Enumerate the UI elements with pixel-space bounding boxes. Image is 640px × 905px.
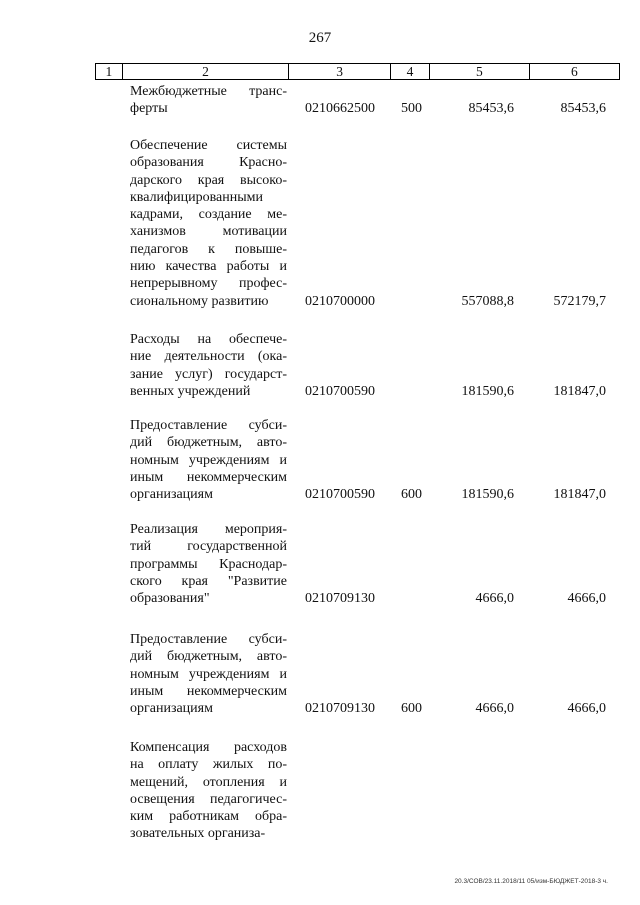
description-line: ние деятельности (ока- xyxy=(130,349,287,365)
row-value-2019: 4666,0 xyxy=(475,591,514,607)
row-value-2019: 4666,0 xyxy=(475,701,514,717)
row-description xyxy=(130,521,287,607)
col-header-3: 3 xyxy=(289,64,391,80)
description-line: квалифицированными xyxy=(130,189,263,205)
row-value-2019: 557088,8 xyxy=(461,293,514,309)
page-number: 267 xyxy=(308,30,332,46)
row-code: 0210700590 xyxy=(305,383,375,399)
col-header-1: 1 xyxy=(96,64,123,80)
description-line: дий бюджетным, авто- xyxy=(130,435,287,451)
row-code: 0210709130 xyxy=(305,591,375,607)
description-line: организациям xyxy=(130,487,213,503)
row-value-2020: 85453,6 xyxy=(560,101,606,117)
description-line: сиональному развитию xyxy=(130,293,269,309)
description-line: дарского края высоко- xyxy=(130,172,287,188)
col-header-6: 6 xyxy=(529,64,619,80)
description-line: дий бюджетным, авто- xyxy=(130,649,287,665)
description-line: ского края "Развитие xyxy=(130,573,287,589)
col-header-4: 4 xyxy=(391,64,430,80)
description-line: Межбюджетные транс- xyxy=(130,84,287,99)
description-line: номным учреждениям и xyxy=(130,452,287,468)
description-line: организациям xyxy=(130,701,213,717)
description-line: непрерывному профес- xyxy=(130,276,287,292)
description-line: ферты xyxy=(130,101,168,117)
row-description xyxy=(130,83,287,118)
description-line: Предоставление субси- xyxy=(130,632,287,647)
description-line: зовательных организа- xyxy=(130,826,266,842)
description-line: Обеспечение системы xyxy=(130,138,287,153)
row-value-2020: 181847,0 xyxy=(553,487,606,503)
row-value-2020: 4666,0 xyxy=(567,591,606,607)
description-line: зание услуг) государст- xyxy=(130,366,287,382)
description-line: Предоставление субси- xyxy=(130,418,287,433)
row-value-2020: 572179,7 xyxy=(553,293,606,309)
row-value-2019: 181590,6 xyxy=(461,383,514,399)
description-line: иным некоммерческим xyxy=(130,683,287,699)
row-description xyxy=(130,631,287,717)
row-value-2019: 181590,6 xyxy=(461,487,514,503)
row-code: 0210709130 xyxy=(305,701,375,717)
row-value-2019: 85453,6 xyxy=(468,101,514,117)
row-expense-type: 600 xyxy=(401,701,422,717)
description-line: кадрами, создание ме- xyxy=(130,207,287,223)
row-code: 0210662500 xyxy=(305,101,375,117)
description-line: на оплату жилых по- xyxy=(130,757,287,773)
column-header-row xyxy=(95,63,620,80)
description-line: тий государственной xyxy=(130,539,287,555)
col-header-2: 2 xyxy=(122,64,288,80)
description-line: ким работникам обра- xyxy=(130,809,287,825)
description-line: освещения педагогичес- xyxy=(130,791,287,807)
description-line: Компенсация расходов xyxy=(130,740,287,755)
description-line: мещений, отопления и xyxy=(130,774,287,790)
row-code: 0210700000 xyxy=(305,293,375,309)
row-expense-type: 500 xyxy=(401,101,422,117)
description-line: Реализация мероприя- xyxy=(130,522,287,537)
row-value-2020: 4666,0 xyxy=(567,701,606,717)
row-value-2020: 181847,0 xyxy=(553,383,606,399)
description-line: венных учреждений xyxy=(130,383,251,399)
description-line: образования Красно- xyxy=(130,155,287,171)
description-line: Расходы на обеспече- xyxy=(130,332,287,347)
row-description xyxy=(130,137,287,310)
description-line: педагогов к повыше- xyxy=(130,241,287,257)
row-description xyxy=(130,331,287,400)
col-header-5: 5 xyxy=(429,64,529,80)
description-line: образования" xyxy=(130,591,210,607)
description-line: ханизмов мотивации xyxy=(130,224,287,240)
row-description xyxy=(130,739,287,843)
row-code: 0210700590 xyxy=(305,487,375,503)
footer-reference: 20.3/СОВ/23.11.2018/11 05/изм-БЮДЖЕТ-2018-3 ч. xyxy=(454,878,608,885)
description-line: номным учреждениям и xyxy=(130,666,287,682)
description-line: нию качества работы и xyxy=(130,259,287,275)
description-line: иным некоммерческим xyxy=(130,469,287,485)
row-description xyxy=(130,417,287,503)
row-expense-type: 600 xyxy=(401,487,422,503)
description-line: программы Краснодар- xyxy=(130,556,287,572)
